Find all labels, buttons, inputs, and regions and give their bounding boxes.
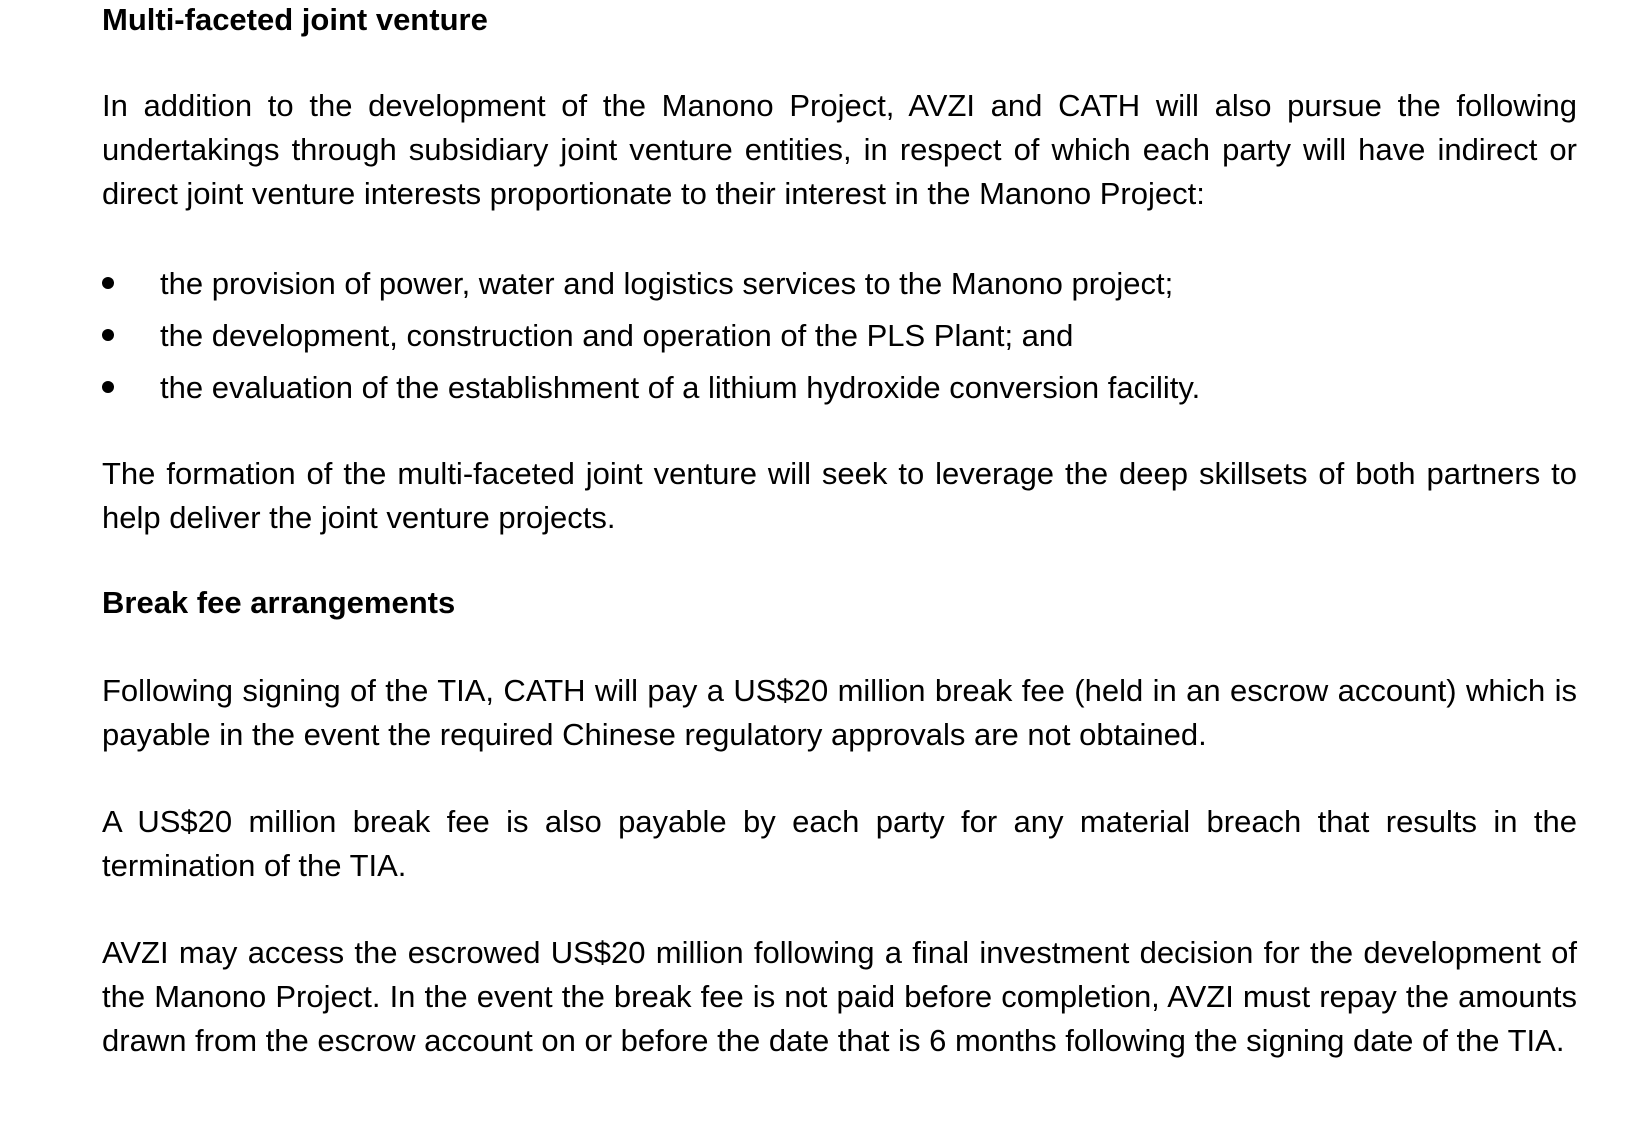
paragraph-break-fee-3: AVZI may access the escrowed US$20 million following a final investment decision for the development of the Manono Project. In the event the break fee is not paid before completion, AVZI must repay the amounts drawn from the escrow account on or before the date that is 6 months following the signing date of the TIA. xyxy=(102,935,1577,1058)
bullet-text: the evaluation of the establishment of a lithium hydroxide conversion facility. xyxy=(160,370,1201,405)
bullet-icon xyxy=(102,262,160,306)
paragraph-break-fee-2: A US$20 million break fee is also payable by each party for any material breach that results in the termination of the TIA. xyxy=(102,804,1577,883)
bullet-text: the provision of power, water and logistics services to the Manono project; xyxy=(160,266,1174,301)
paragraph-break-fee-1: Following signing of the TIA, CATH will pay a US$20 million break fee (held in an escrow account) which is payable in the event the required Chinese regulatory approvals are not obtained. xyxy=(102,673,1577,752)
section-heading-joint-venture: Multi-faceted joint venture xyxy=(102,2,488,37)
bullet-list xyxy=(102,262,1577,418)
paragraph-closing: The formation of the multi-faceted joint venture will seek to leverage the deep skillsets of both partners to help deliver the joint venture projects. xyxy=(102,456,1577,535)
section-heading-break-fee: Break fee arrangements xyxy=(102,585,456,620)
bullet-text: the development, construction and operation of the PLS Plant; and xyxy=(160,318,1074,353)
bullet-icon xyxy=(102,366,160,410)
bullet-icon xyxy=(102,314,160,358)
list-item xyxy=(102,262,1577,314)
paragraph-intro: In addition to the development of the Manono Project, AVZI and CATH will also pursue the following undertakings through subsidiary joint venture entities, in respect of which each party will have indirect or direct joint venture interests proportionate to their interest in the Manono Project: xyxy=(102,88,1577,211)
list-item xyxy=(102,314,1577,366)
list-item xyxy=(102,366,1577,418)
